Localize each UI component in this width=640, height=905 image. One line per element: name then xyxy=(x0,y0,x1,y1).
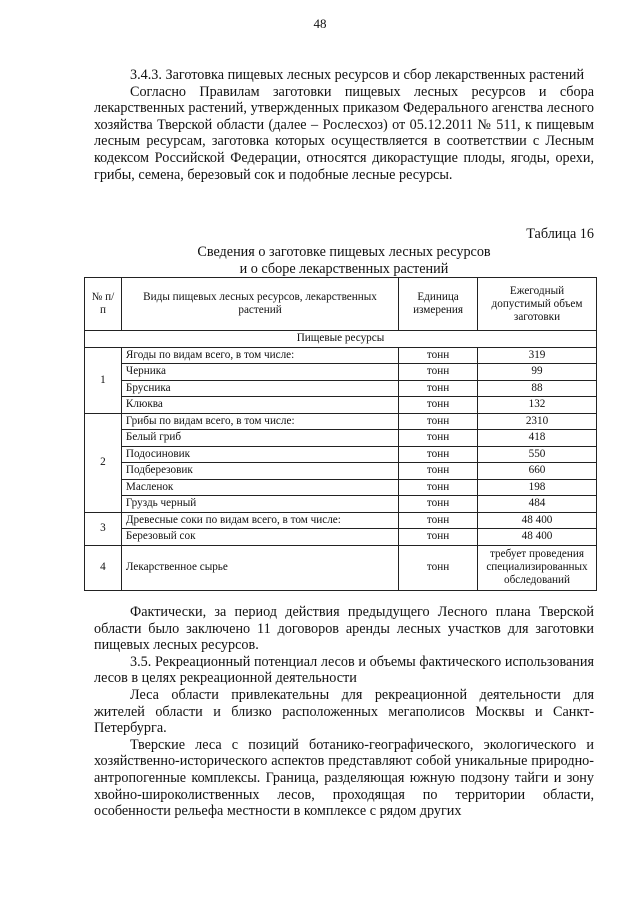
volume: 550 xyxy=(478,446,597,463)
text-after-table xyxy=(94,604,594,820)
unit: тонн xyxy=(399,380,478,397)
table-row xyxy=(85,380,597,397)
volume: 88 xyxy=(478,380,597,397)
resource-name: Березовый сок xyxy=(121,529,398,546)
unit: тонн xyxy=(399,479,478,496)
paragraph: Леса области привлекательны для рекреационной деятельности для жителей области и близко расположенных мегаполисов Москвы и Санкт-Петербурга. xyxy=(94,686,594,737)
unit: тонн xyxy=(399,430,478,447)
resource-name: Лекарственное сырье xyxy=(121,545,398,590)
unit: тонн xyxy=(399,463,478,480)
resource-name: Ягоды по видам всего, в том числе: xyxy=(121,347,398,364)
unit: тонн xyxy=(399,397,478,414)
unit: тонн xyxy=(399,347,478,364)
volume: 99 xyxy=(478,364,597,381)
volume: 198 xyxy=(478,479,597,496)
header-num: № п/п xyxy=(85,278,122,331)
section-heading: 3.4.3. Заготовка пищевых лесных ресурсов и сбор лекарственных растений xyxy=(130,67,585,83)
table-row xyxy=(85,430,597,447)
resource-name: Клюква xyxy=(121,397,398,414)
resource-name: Грибы по видам всего, в том числе: xyxy=(121,413,398,430)
resource-name: Груздь черный xyxy=(121,496,398,513)
header-type: Виды пищевых лесных ресурсов, лекарственных растений xyxy=(121,278,398,331)
resources-table xyxy=(84,277,597,591)
unit: тонн xyxy=(399,446,478,463)
row-number: 3 xyxy=(85,512,122,545)
table-row xyxy=(85,347,597,364)
header-volume: Ежегодный допустимый объем заготовки xyxy=(478,278,597,331)
table-title-line-2: и о сборе лекарственных растений xyxy=(239,260,449,277)
volume: 48 400 xyxy=(478,529,597,546)
volume: 2310 xyxy=(478,413,597,430)
table-row xyxy=(85,463,597,480)
resource-name: Масленок xyxy=(121,479,398,496)
resource-name: Черника xyxy=(121,364,398,381)
resource-name: Подосиновик xyxy=(121,446,398,463)
row-number: 4 xyxy=(85,545,122,590)
resource-name: Белый гриб xyxy=(121,430,398,447)
table-title xyxy=(94,244,594,278)
unit: тонн xyxy=(399,364,478,381)
unit: тонн xyxy=(399,413,478,430)
volume: 418 xyxy=(478,430,597,447)
resource-name: Брусника xyxy=(121,380,398,397)
table-row xyxy=(85,512,597,529)
header-unit: Единица измерения xyxy=(399,278,478,331)
page-number: 48 xyxy=(313,16,327,31)
table-number: Таблица 16 xyxy=(526,226,594,242)
volume: 660 xyxy=(478,463,597,480)
paragraph: Тверские леса с позиций ботанико-географического, экологического и хозяйственно-исторического аспектов представляют собой уникальные природно-антропогенные комплексы. Граница, разделяющая южную подзону тайги и зону хвойно-широколиственных лесов, проходящая по территории области, особенности рельефа местности в комплексе с рядом других xyxy=(94,736,594,820)
volume: 319 xyxy=(478,347,597,364)
row-number: 1 xyxy=(85,347,122,413)
unit: тонн xyxy=(399,529,478,546)
section-heading: 3.5. Рекреационный потенциал лесов и объемы фактического использования лесов в целях рекреационной деятельности xyxy=(94,653,594,687)
unit: тонн xyxy=(399,545,478,590)
section-row xyxy=(85,331,597,348)
table-row xyxy=(85,446,597,463)
volume: 484 xyxy=(478,496,597,513)
table-title-line-1: Сведения о заготовке пищевых лесных ресурсов xyxy=(197,244,491,260)
table-row xyxy=(85,545,597,590)
table-header-row xyxy=(85,278,597,331)
paragraph: Согласно Правилам заготовки пищевых лесных ресурсов и сбора лекарственных растений, утвержденных приказом Федерального агенства лесного хозяйства Тверской области (далее – Рослесхоз) от 05.12.2011 № 511, к пищевым лесным ресурсам, заготовка которых осуществляется в соответствии с Лесным кодексом Российской Федерации, относятся дикорастущие плоды, ягоды, орехи, грибы, семена, березовый сок и подобные лесные ресурсы. xyxy=(94,83,594,183)
table-row xyxy=(85,479,597,496)
table-row xyxy=(85,529,597,546)
volume: требует проведения специализированных обследований xyxy=(478,545,597,590)
unit: тонн xyxy=(399,512,478,529)
volume: 48 400 xyxy=(478,512,597,529)
section-title: Пищевые ресурсы xyxy=(85,331,597,348)
section-3-4-3 xyxy=(94,67,594,183)
table-row xyxy=(85,496,597,513)
paragraph: Фактически, за период действия предыдущего Лесного плана Тверской области было заключено 11 договоров аренды лесных участков для заготовки пищевых лесных ресурсов. xyxy=(94,604,594,654)
unit: тонн xyxy=(399,496,478,513)
table-row xyxy=(85,364,597,381)
table-row xyxy=(85,397,597,414)
volume: 132 xyxy=(478,397,597,414)
row-number: 2 xyxy=(85,413,122,512)
resource-name: Подберезовик xyxy=(121,463,398,480)
table-row xyxy=(85,413,597,430)
resource-name: Древесные соки по видам всего, в том числе: xyxy=(121,512,398,529)
